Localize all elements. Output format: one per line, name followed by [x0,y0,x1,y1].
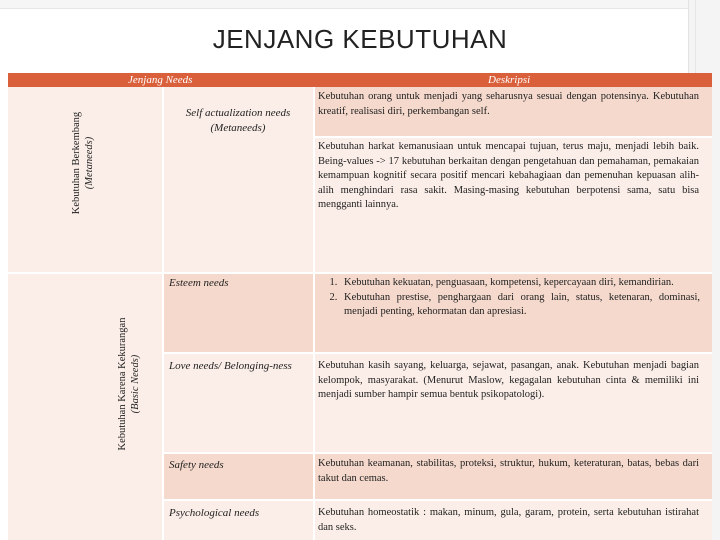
desc-cell-safety [314,453,712,500]
grid-line [313,87,315,540]
desc-cell-psychological [314,500,712,540]
header-jenjang-needs: Jenjang Needs [128,74,193,86]
header-deskripsi: Deskripsi [488,74,531,86]
grid-line [314,136,712,138]
table-header [8,73,712,87]
need-love: Love needs/ Belonging-ness [169,360,292,372]
grid-line [162,87,164,540]
desc-cell-love [314,353,712,453]
group-metaneeds-label [70,53,98,273]
desc-esteem-item: 2. Kebutuhan prestise, penghargaan dari orang lain, status, ketenaran, dominasi, menjadi penting, kehormatan dan apresiasi. [340,291,700,320]
needs-cell-love [162,353,314,453]
desc-safety: Kebutuhan keamanan, stabilitas, proteksi, struktur, hukum, keteraturan, batas, bebas dari takut dan cemas. [318,458,699,484]
desc-cell-esteem [314,273,712,353]
group-basic-needs-subtitle: (Basic Needs) [130,354,141,414]
need-safety: Safety needs [169,459,224,471]
page-title: JENJANG KEBUTUHAN [212,24,508,54]
desc-psychological: Kebutuhan homeostatik : makan, minum, gula, garam, protein, serta kebutuhan istirahat dan seks. [318,507,699,533]
grid-line [8,272,712,274]
grid-line [162,352,712,354]
group-basic-needs-label [116,244,144,524]
need-psychological: Psychological needs [169,507,260,519]
group-basic-needs-title: Kebutuhan Karena Kekurangan [117,317,128,451]
group-metaneeds-subtitle: (Metaneeds) [84,136,95,190]
desc-love: Kebutuhan kasih sayang, keluarga, sejawat, pasangan, anak. Kebutuhan menjadi bagian kelompok, masyarakat. (Menurut Maslow, kegagalan kebutuhan cinta & memiliki ini menjadi sumber hampir semua bentuk psikopatologi). [318,360,699,401]
top-frame [0,0,720,9]
group-metaneeds-title: Kebutuhan Berkembang [71,111,82,215]
desc-cell-self-actualization [314,87,712,137]
need-self-actualization: Self actualization needs (Metaneeds) [185,107,291,134]
grid-line [162,452,712,454]
desc-self-actualization: Kebutuhan orang untuk menjadi yang seharusnya sesuai dengan potensinya. Kebutuhan kreatif, realisasi diri, perkembangan self. [318,91,699,117]
needs-cell-esteem [162,273,314,353]
desc-metaneeds: Kebutuhan harkat kemanusiaan untuk mencapai tujuan, terus maju, menjadi lebih baik. Being-values -> 17 kebutuhan berkaitan dengan pengetahuan dan pemahaman, pemakaian kemampuan kognitif secara positif mencari kebahagiaan dan pemenuhan kepuasan alih-alih menghindari rasa sakit. Masing-masing kebutuhan berpotensi sama, satu bisa mengganti lainnya. [318,141,699,211]
needs-cell-psychological [162,500,314,540]
desc-cell-metaneeds [314,137,712,273]
needs-cell-self-actualization [162,87,314,273]
need-esteem: Esteem needs [169,277,229,289]
desc-esteem-item: 1. Kebutuhan kekuatan, penguasaan, kompetensi, kepercayaan diri, kemandirian. [340,276,700,291]
needs-cell-safety [162,453,314,500]
desc-esteem-list [316,276,700,320]
grid-line [162,499,712,501]
